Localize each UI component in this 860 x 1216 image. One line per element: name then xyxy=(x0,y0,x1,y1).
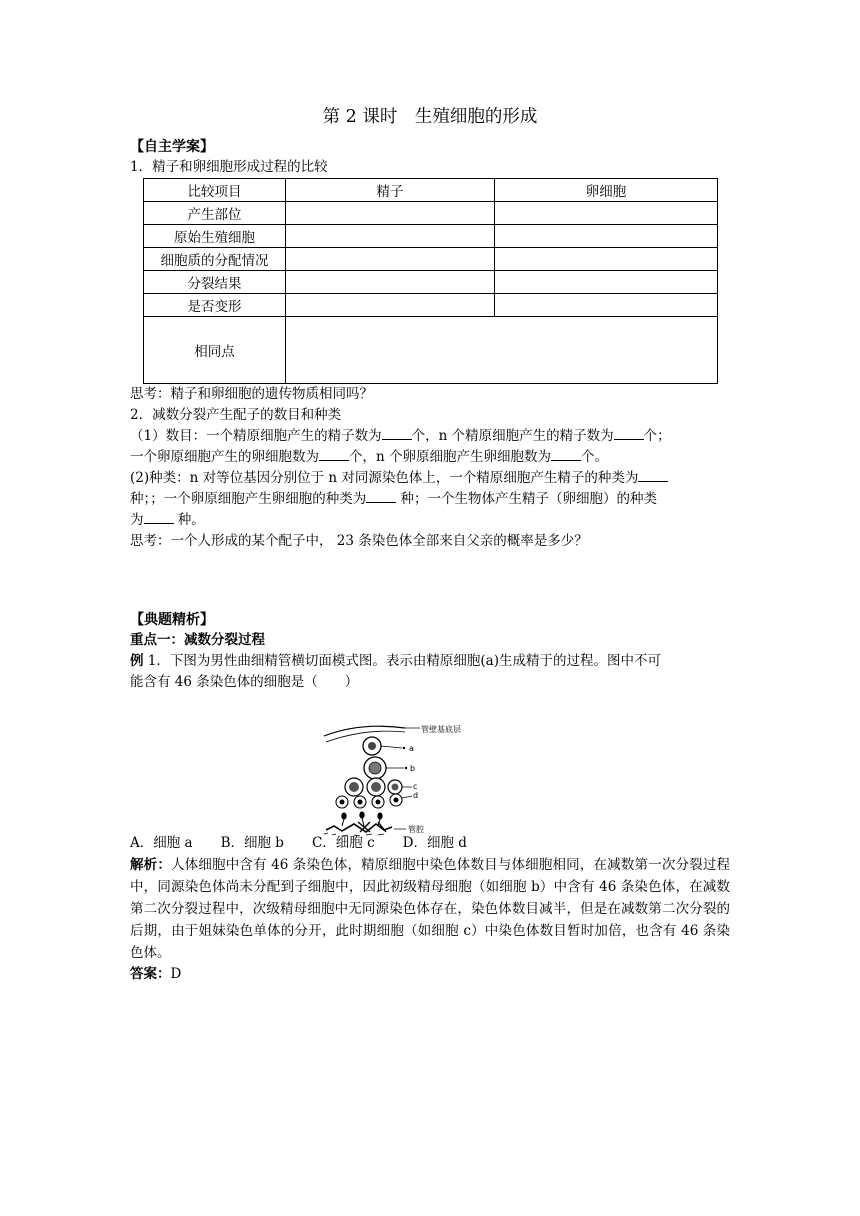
choice-a[interactable]: A．细胞 a xyxy=(130,835,193,851)
question-2-1-line-2 xyxy=(130,447,730,468)
label-a: a xyxy=(409,744,414,753)
text: 一个卵原细胞产生的卵细胞数为 xyxy=(130,449,319,465)
row-label: 相同点 xyxy=(144,317,286,384)
fill-blank[interactable] xyxy=(638,468,668,482)
nucleus-icon xyxy=(392,784,399,791)
nucleus-icon xyxy=(376,800,381,805)
nucleus-icon xyxy=(394,798,399,803)
label-basal-layer: 管壁基底层 xyxy=(421,725,461,734)
pointer-line xyxy=(381,746,402,748)
table-header: 卵细胞 xyxy=(495,179,718,202)
table-header: 精子 xyxy=(286,179,495,202)
answer-cell[interactable] xyxy=(495,202,718,225)
fill-blank[interactable] xyxy=(319,447,349,461)
text: 种。 xyxy=(177,512,205,528)
sperm-tail xyxy=(342,819,344,826)
text: 个。 xyxy=(581,449,608,465)
answer-cell[interactable] xyxy=(495,225,718,248)
key-point-heading: 重点一：减数分裂过程 xyxy=(130,632,265,648)
fill-blank[interactable] xyxy=(551,447,581,461)
nucleus-icon xyxy=(340,800,345,805)
seminiferous-tubule-figure xyxy=(320,718,480,840)
pointer-line xyxy=(402,796,412,798)
example-label: 例 xyxy=(130,653,144,669)
comparison-table xyxy=(143,178,718,384)
pointer-dot xyxy=(403,747,405,749)
think-question-1: 思考：精子和卵细胞的遗传物质相同吗？ xyxy=(130,386,373,402)
table-header-row xyxy=(144,179,718,202)
row-label: 细胞质的分配情况 xyxy=(144,248,286,271)
table-row xyxy=(144,248,718,271)
examples-heading: 【典题精析】 xyxy=(130,612,214,628)
sperm-head-icon xyxy=(360,812,364,818)
row-label: 产生部位 xyxy=(144,202,286,225)
fill-blank[interactable] xyxy=(144,510,174,524)
text: 种；；一个卵原细胞产生卵细胞的种类为 xyxy=(130,491,367,507)
analysis-text: 人体细胞中含有 46 条染色体，精原细胞中染色体数目与体细胞相同，在减数第一次分裂过程中，同源染色体尚未分配到子细胞中，因此初级精母细胞（如细胞 b）中含有 46 条染色体，在减数第二次分裂过程中，次级精母细胞中无同源染色体存在，染色体数目减半，但是在减数第二次分裂的后期，由于姐妹染色单体的分开，此时期细胞（如细胞 c）中染色体数目暂时加倍，也含有 46 条染色体。 xyxy=(130,857,731,961)
table-row xyxy=(144,294,718,317)
analysis-label: 解析： xyxy=(130,857,172,873)
answer-cell[interactable] xyxy=(286,294,495,317)
fill-blank[interactable] xyxy=(382,426,412,440)
think-question-2: 思考：一个人形成的某个配子中， 23 条染色体全部来自父亲的概率是多少？ xyxy=(130,533,588,549)
row-label: 分裂结果 xyxy=(144,271,286,294)
choice-d[interactable]: D．细胞 d xyxy=(402,835,467,851)
sperm-head-icon xyxy=(342,813,346,819)
answer-cell[interactable] xyxy=(286,317,718,384)
text: 为 xyxy=(130,512,144,528)
label-c: c xyxy=(413,782,418,791)
question-2-2-line-2 xyxy=(130,489,730,510)
row-label: 原始生殖细胞 xyxy=(144,225,286,248)
question-2: 2．减数分裂产生配子的数目和种类 xyxy=(130,407,342,423)
answer-value: D xyxy=(170,966,182,982)
label-d: d xyxy=(413,791,419,800)
answer-cell[interactable] xyxy=(286,271,495,294)
answer-cell[interactable] xyxy=(286,248,495,271)
question-2-2-line-3 xyxy=(130,510,730,531)
table-header: 比较项目 xyxy=(144,179,286,202)
lumen-dash-line xyxy=(324,833,384,836)
choice-c[interactable]: C．细胞 c xyxy=(311,835,375,851)
table-row xyxy=(144,202,718,225)
answer-cell[interactable] xyxy=(495,294,718,317)
answer-line xyxy=(130,964,730,985)
nucleus-icon xyxy=(349,782,359,792)
choice-b[interactable]: B．细胞 b xyxy=(220,835,284,851)
question-2-1-line-1 xyxy=(130,426,730,447)
answer-cell[interactable] xyxy=(495,248,718,271)
nucleus-icon xyxy=(369,762,381,774)
table-row xyxy=(144,317,718,384)
text: 个，n 个精原细胞产生的精子数为 xyxy=(411,428,614,444)
page-title: 第 2 课时 生殖细胞的形成 xyxy=(322,107,538,127)
self-study-heading: 【自主学案】 xyxy=(130,139,214,155)
question-2-2-line-1 xyxy=(130,468,730,489)
answer-cell[interactable] xyxy=(495,271,718,294)
table-row xyxy=(144,225,718,248)
label-lumen: 管腔 xyxy=(408,825,424,834)
fill-blank[interactable] xyxy=(366,489,396,503)
spacer xyxy=(130,552,730,610)
text: 种；一个生物体产生精子（卵细胞）的种类 xyxy=(400,491,658,507)
fill-blank[interactable] xyxy=(614,426,644,440)
text: 个，n 个卵原细胞产生卵细胞数为 xyxy=(349,449,551,465)
nucleus-icon xyxy=(368,742,376,750)
label-b: b xyxy=(410,764,416,773)
text: 个； xyxy=(643,428,671,444)
answer-cell[interactable] xyxy=(286,202,495,225)
analysis-paragraph xyxy=(130,854,730,964)
example-1-line-2: 能含有 46 条染色体的细胞是（ ） xyxy=(130,674,359,690)
text: （1）数目：一个精原细胞产生的精子数为 xyxy=(130,428,382,444)
row-label: 是否变形 xyxy=(144,294,286,317)
example-1-line-1 xyxy=(130,651,730,672)
answer-label: 答案： xyxy=(130,966,171,982)
question-1: 1．精子和卵细胞形成过程的比较 xyxy=(130,159,328,175)
pointer-dot xyxy=(405,767,407,769)
worksheet-page xyxy=(130,105,730,985)
answer-cell[interactable] xyxy=(286,225,495,248)
text: 1．下图为男性曲细精管横切面模式图。表示由精原细胞(a)生成精于的过程。图中不可 xyxy=(143,653,661,669)
text: (2)种类：n 对等位基因分别位于 n 对同源染色体上，一个精原细胞产生精子的种类为 xyxy=(130,470,639,486)
table-row xyxy=(144,271,718,294)
nucleus-icon xyxy=(358,800,363,805)
sperm-head-icon xyxy=(378,813,382,819)
nucleus-icon xyxy=(371,782,381,792)
